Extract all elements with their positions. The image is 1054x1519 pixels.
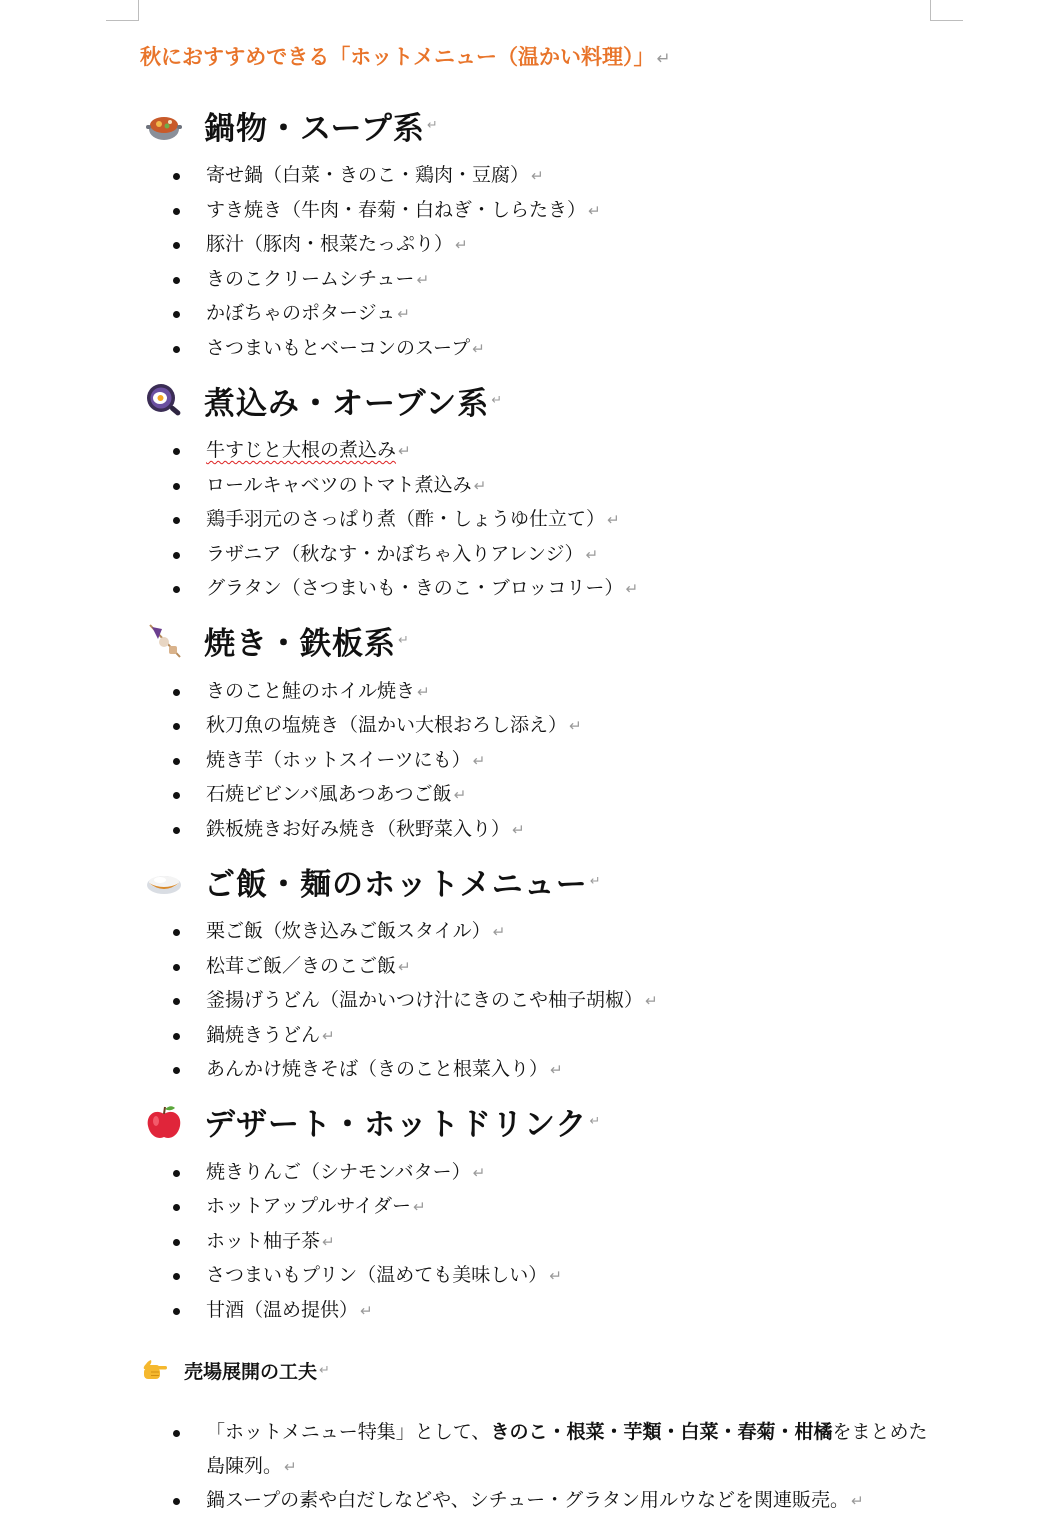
menu-list-soups: [140, 159, 940, 366]
list-item: 鍋焼きうどん ↵: [140, 1019, 940, 1054]
list-item: さつまいもとベーコンのスープ ↵: [140, 332, 940, 367]
list-item: 鍋スープの素や白だしなどや、シチュー・グラタン用ルウなどを関連販売。 ↵: [140, 1484, 940, 1519]
list-item: きのこクリームシチュー ↵: [140, 263, 940, 298]
hot-pot-icon: [142, 103, 186, 147]
paragraph-mark-icon: ↵: [319, 1362, 330, 1378]
tips-list: [140, 1416, 940, 1519]
section-heading-soups: [140, 97, 940, 153]
oden-skewer-icon: [142, 619, 186, 663]
paragraph-mark-icon: ↵: [656, 48, 671, 68]
list-item: 栗ご飯（炊き込みご飯スタイル） ↵: [140, 915, 940, 950]
list-item: ラザニア（秋なす・かぼちゃ入りアレンジ） ↵: [140, 538, 940, 573]
list-item: さつまいもプリン（温めても美味しい） ↵: [140, 1259, 940, 1294]
list-item: 鶏手羽元のさっぱり煮（酢・しょうゆ仕立て） ↵: [140, 503, 940, 538]
paragraph-mark-icon: ↵: [589, 873, 601, 889]
menu-list-stews: [140, 434, 940, 607]
crop-mark-top-left: [106, 0, 139, 21]
list-item: 甘酒（温め提供） ↵: [140, 1294, 940, 1329]
menu-list-rice-noodles: [140, 915, 940, 1088]
section-heading-grilled: [140, 613, 940, 669]
document-title-text: 秋におすすめできる「ホットメニュー（温かい料理）」: [140, 45, 655, 69]
list-item: 石焼ビビンバ風あつあつご飯 ↵: [140, 778, 940, 813]
paragraph-mark-icon: ↵: [491, 392, 502, 408]
list-item: すき焼き（牛肉・春菊・白ねぎ・しらたき） ↵: [140, 194, 940, 229]
list-item: ホットアップルサイダー ↵: [140, 1190, 940, 1225]
section-heading-text: ご飯・麺のホットメニュー: [204, 866, 588, 903]
list-item: 豚汁（豚肉・根菜たっぷり） ↵: [140, 228, 940, 263]
list-item: 松茸ご飯／きのこご飯 ↵: [140, 950, 940, 985]
list-item: 焼きりんご（シナモンバター） ↵: [140, 1156, 940, 1191]
paragraph-mark-icon: ↵: [398, 633, 409, 648]
crop-mark-top-right: [930, 0, 963, 21]
list-item: 秋刀魚の塩焼き（温かい大根おろし添え） ↵: [140, 709, 940, 744]
list-item: 鉄板焼きお好み焼き（秋野菜入り） ↵: [140, 813, 940, 848]
document-title: [140, 40, 940, 75]
menu-list-grilled: [140, 675, 940, 848]
list-item: ロールキャベツのトマト煮込み ↵: [140, 469, 940, 504]
section-heading-text: 焼き・鉄板系: [204, 626, 396, 662]
list-item: グラタン（さつまいも・きのこ・ブロッコリー） ↵: [140, 572, 940, 607]
section-heading-desserts: [140, 1094, 940, 1150]
list-item: 「ホットメニュー特集」として、きのこ・根菜・芋類・白菜・春菊・柑橘をまとめた島陳列。 ↵: [140, 1416, 940, 1484]
list-item: 釜揚げうどん（温かいつけ汁にきのこや柚子胡椒） ↵: [140, 984, 940, 1019]
menu-list-desserts: [140, 1156, 940, 1329]
list-item: あんかけ焼きそば（きのこと根菜入り） ↵: [140, 1053, 940, 1088]
pointing-hand-icon: [142, 1357, 168, 1383]
list-item: かぼちゃのポタージュ ↵: [140, 297, 940, 332]
tips-heading: [140, 1350, 940, 1390]
section-heading-text: 煮込み・オーブン系: [204, 385, 490, 422]
tips-title: 売場展開の工夫: [184, 1360, 318, 1383]
section-heading-text: デザート・ホットドリンク: [204, 1107, 588, 1143]
curry-rice-icon: [142, 859, 186, 903]
list-item: 牛すじと大根の煮込み ↵: [140, 434, 940, 469]
paragraph-mark-icon: ↵: [589, 1114, 601, 1129]
paragraph-mark-icon: ↵: [426, 117, 438, 133]
section-heading-rice-noodles: [140, 853, 940, 909]
document-page: [140, 40, 940, 1519]
list-item: 焼き芋（ホットスイーツにも） ↵: [140, 744, 940, 779]
list-item: きのこと鮭のホイル焼き ↵: [140, 675, 940, 710]
list-item: 寄せ鍋（白菜・きのこ・鶏肉・豆腐） ↵: [140, 159, 940, 194]
section-heading-stews: [140, 372, 940, 428]
apple-icon: [142, 1100, 186, 1144]
frying-pan-icon: [142, 378, 186, 422]
list-item: ホット柚子茶 ↵: [140, 1225, 940, 1260]
section-heading-text: 鍋物・スープ系: [204, 110, 425, 147]
